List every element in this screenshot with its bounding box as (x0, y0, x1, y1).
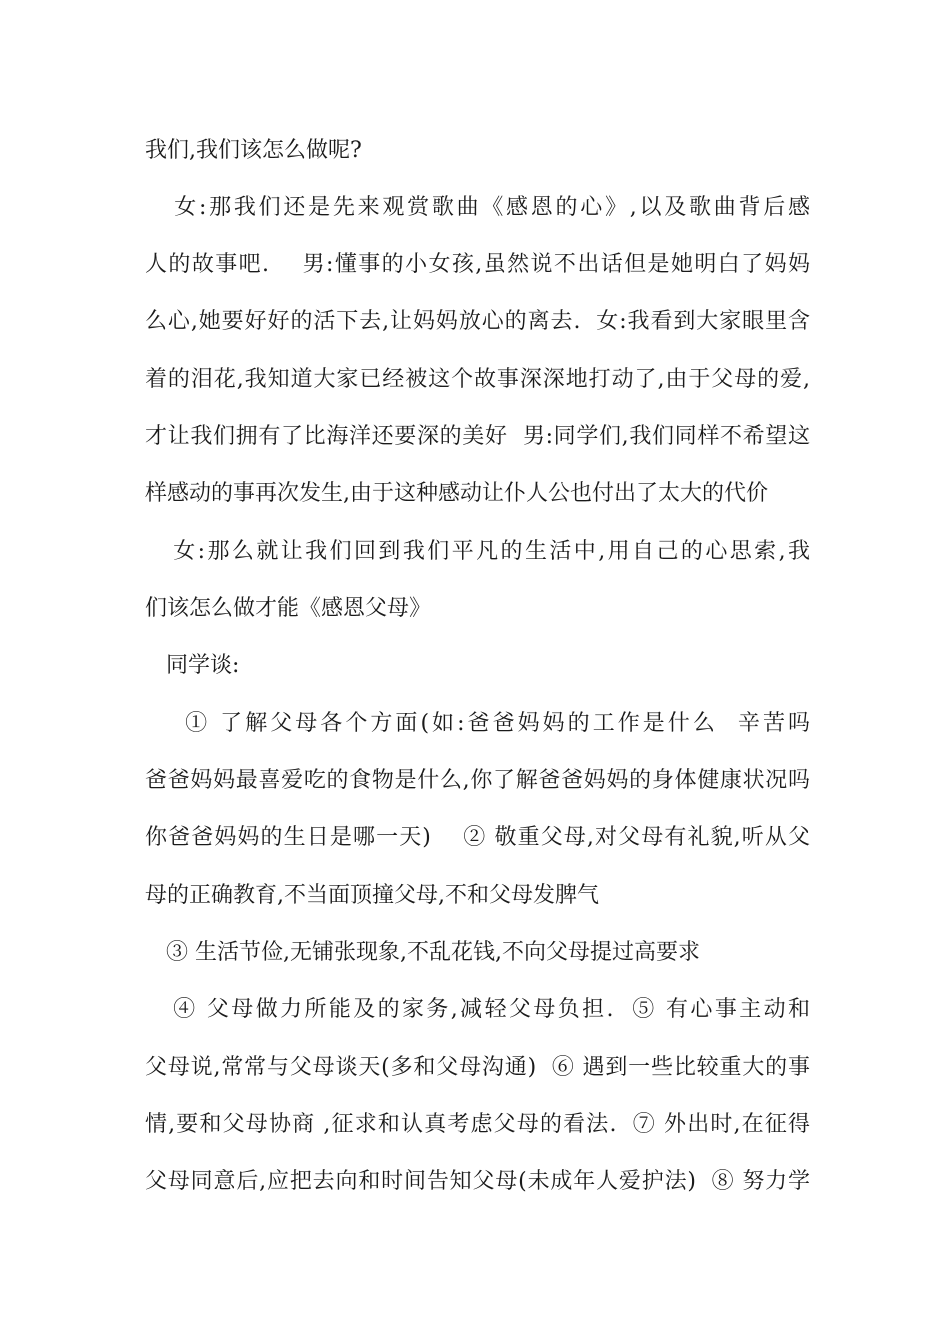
text-line: 才让我们拥有了比海洋还要深的美好 男:同学们,我们同样不希望这 (145, 424, 810, 449)
text-line: ③ 生活节俭,无铺张现象,不乱花钱,不向父母提过高要求 (145, 940, 700, 965)
text-line: 人的故事吧. 男:懂事的小女孩,虽然说不出话但是她明白了妈妈 (145, 252, 810, 277)
text-line: 父母同意后,应把去向和时间告知父母(未成年人爱护法) ⑧ 努力学 (145, 1169, 810, 1194)
text-line: 我们,我们该怎么做呢? (145, 138, 362, 163)
text-line: 样感动的事再次发生,由于这种感动让仆人公也付出了太大的代价 (145, 481, 768, 506)
text-line: 母的正确教育,不当面顶撞父母,不和父母发脾气 (145, 883, 599, 908)
text-line: 女:那我们还是先来观赏歌曲《感恩的心》,以及歌曲背后感 (145, 195, 810, 220)
text-line: 你爸爸妈妈的生日是哪一天) ② 敬重父母,对父母有礼貌,听从父 (145, 825, 810, 850)
text-line: ④ 父母做力所能及的家务,减轻父母负担. ⑤ 有心事主动和 (145, 997, 810, 1022)
text-line: 同学谈: (145, 653, 240, 678)
text-line: 们该怎么做才能《感恩父母》 (145, 596, 432, 621)
text-line: ① 了解父母各个方面(如:爸爸妈妈的工作是什么 辛苦吗 (145, 711, 810, 736)
text-line: 着的泪花,我知道大家已经被这个故事深深地打动了,由于父母的爱, (145, 367, 810, 392)
text-line: 女:那么就让我们回到我们平凡的生活中,用自己的心思索,我 (145, 539, 810, 564)
text-line: 爸爸妈妈最喜爱吃的食物是什么,你了解爸爸妈妈的身体健康状况吗 (145, 768, 810, 793)
text-line: 父母说,常常与父母谈天(多和父母沟通) ⑥ 遇到一些比较重大的事 (145, 1055, 810, 1080)
text-line: 情,要和父母协商 ,征求和认真考虑父母的看法. ⑦ 外出时,在征得 (145, 1112, 810, 1137)
text-line: 么心,她要好好的活下去,让妈妈放心的离去. 女:我看到大家眼里含 (145, 309, 810, 334)
